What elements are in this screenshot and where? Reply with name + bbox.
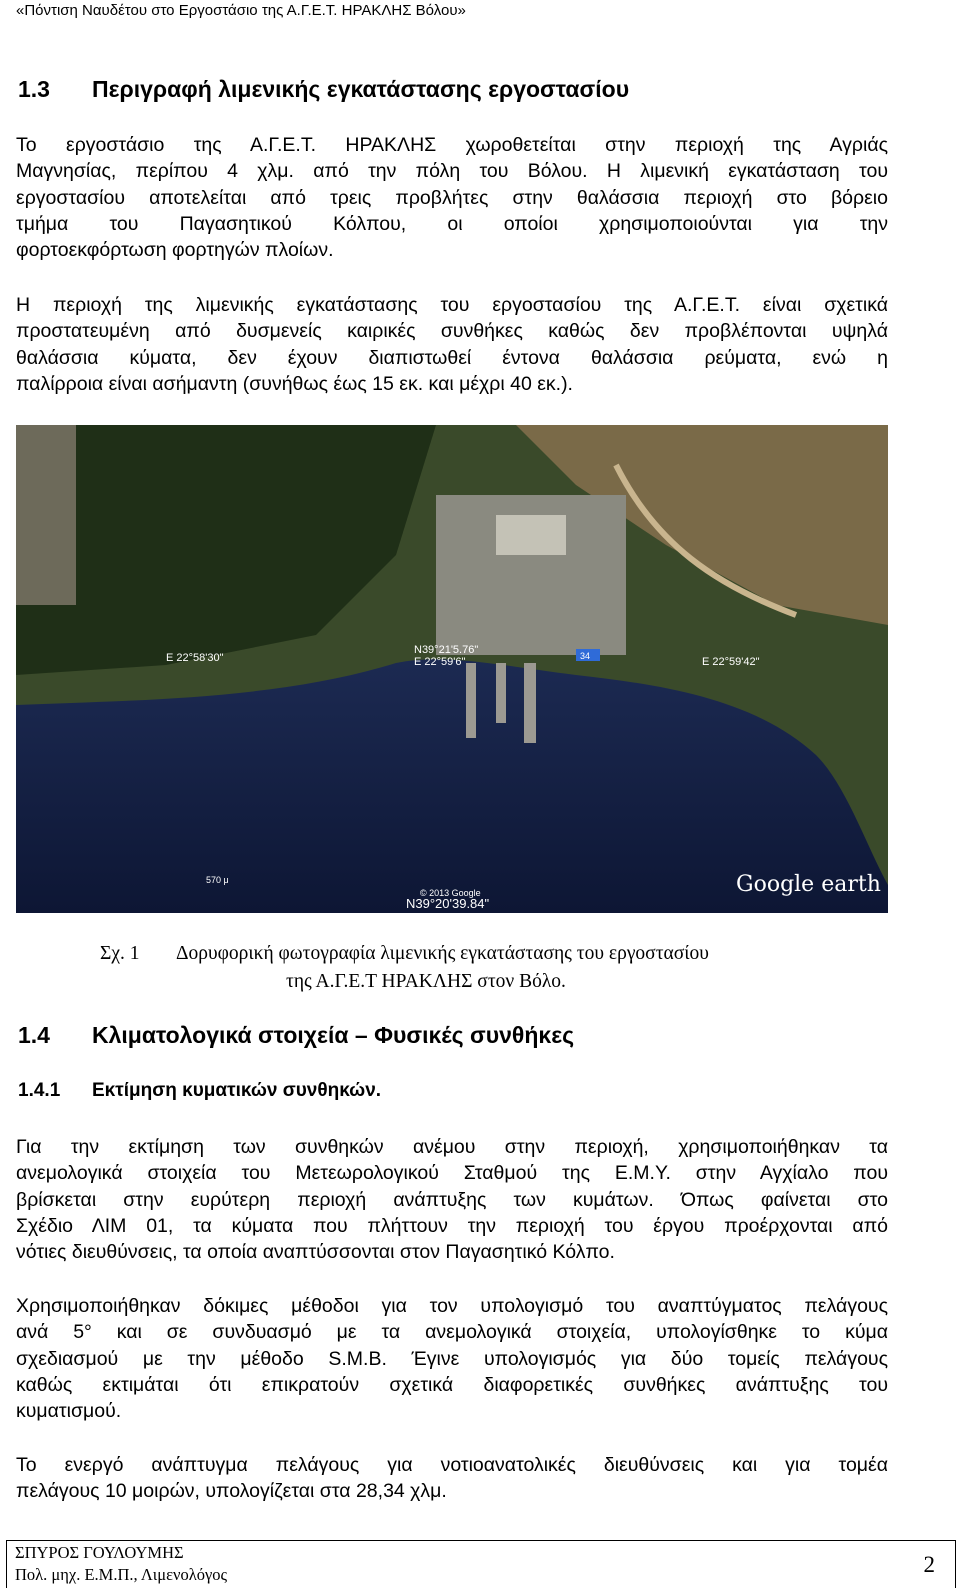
text-line: προστατευμένη από δυσμενείς καιρικές συνθήκες καθώς δεν προβλέπονται υψηλά bbox=[16, 320, 888, 343]
pier-2 bbox=[496, 663, 506, 723]
text-line: Σχέδιο ΛΙΜ 01, τα κύματα που πλήττουν την περιοχή του έργου προέρχονται από bbox=[16, 1214, 888, 1237]
google-earth-logo: Google earth bbox=[736, 872, 881, 897]
coord-label-east: E 22°59'42" bbox=[702, 656, 760, 668]
section-title: Εκτίμηση κυματικών συνθηκών. bbox=[92, 1080, 382, 1101]
page-footer bbox=[6, 1540, 956, 1588]
text-line: ανά 5° και σε συνδυασμό με τα ανεμολογικά στοιχεία, υπολογίσθηκε το κύμα bbox=[16, 1321, 888, 1344]
pier-1 bbox=[466, 663, 476, 738]
paragraph-factory-location bbox=[16, 132, 888, 263]
section-number: 1.3 bbox=[18, 76, 50, 102]
paragraph-fetch bbox=[16, 1452, 888, 1505]
town-area bbox=[16, 425, 76, 605]
text-line: Το εργοστάσιο της Α.Γ.Ε.Τ. ΗΡΑΚΛΗΣ χωροθετείται στην περιοχή της Αγριάς bbox=[16, 134, 888, 156]
text-line: παλίρροια είναι ασήμαντη (συνήθως έως 15 εκ. και μέχρι 40 εκ.). bbox=[16, 372, 573, 395]
text-line: σχεδιασμού με την μέθοδο S.M.B. Έγινε υπολογισμός για δύο τομείς πελάγους bbox=[16, 1347, 888, 1370]
coord-label-center-e: E 22°59'6" bbox=[414, 656, 466, 668]
pier-3 bbox=[524, 663, 536, 743]
text-line: νότιες διευθύνσεις, τα οποία αναπτύσσονται στον Παγασητικό Κόλπο. bbox=[16, 1241, 615, 1264]
text-line: τμήμα του Παγασητικού Κόλπου, οι οποίοι χρησιμοποιούνται για την bbox=[16, 212, 888, 235]
text-line: ανεμολογικά στοιχεία του Μετεωρολογικού Σταθμού της Ε.Μ.Υ. στην Αγχίαλο που bbox=[16, 1162, 888, 1185]
section-heading-1-4-1 bbox=[18, 1080, 381, 1102]
road-number: 34 bbox=[580, 651, 591, 661]
caption-line-1 bbox=[100, 940, 709, 968]
text-line: Η περιοχή της λιμενικής εγκατάστασης του εργοστασίου της Α.Γ.Ε.Τ. είναι σχετικά bbox=[16, 294, 888, 316]
coord-label-west: E 22°58'30" bbox=[166, 652, 224, 664]
section-title: Περιγραφή λιμενικής εγκατάστασης εργοστασίου bbox=[92, 76, 630, 102]
text-line: φορτοεκφόρτωση φορτηγών πλοίων. bbox=[16, 239, 334, 262]
section-number: 1.4 bbox=[18, 1022, 50, 1048]
page-number: 2 bbox=[923, 1552, 935, 1577]
text-line: πελάγους 10 μοιρών, υπολογίζεται στα 28,34 χλμ. bbox=[16, 1480, 447, 1503]
text-line: Για την εκτίμηση των συνθηκών ανέμου στην περιοχή, χρησιμοποιήθηκαν τα bbox=[16, 1136, 888, 1158]
caption-text-2: της Α.Γ.Ε.Τ ΗΡΑΚΛΗΣ στον Βόλο. bbox=[286, 971, 566, 992]
caption-label: Σχ. 1 bbox=[100, 943, 140, 964]
paragraph-port-protection bbox=[16, 292, 888, 397]
text-line: Μαγνησίας, περίπου 4 χλμ. από την πόλη του Βόλου. Η λιμενική εγκατάσταση του bbox=[16, 160, 888, 183]
text-line: καθώς εκτιμάται ότι επικρατούν σχετικά διαφορετικές συνθήκες ανάπτυξης του bbox=[16, 1373, 888, 1396]
section-heading-1-4 bbox=[18, 1022, 574, 1049]
running-header: «Πόντιση Ναυδέτου στο Εργοστάσιο της Α.Γ.Ε.Τ. ΗΡΑΚΛΗΣ Βόλου» bbox=[16, 2, 466, 19]
section-number: 1.4.1 bbox=[18, 1080, 61, 1101]
text-line: εργοστασίου αποτελείται από τρεις προβλήτες στην θαλάσσια περιοχή στο βόρειο bbox=[16, 186, 888, 209]
paragraph-methods bbox=[16, 1293, 888, 1424]
text-line: Χρησιμοποιήθηκαν δόκιμες μέθοδοι για τον υπολογισμό του αναπτύγματος πελάγους bbox=[16, 1295, 888, 1317]
text-line: κυματισμού. bbox=[16, 1400, 122, 1423]
paragraph-wind-data bbox=[16, 1134, 888, 1265]
text-line: θαλάσσια κύματα, δεν έχουν διαπιστωθεί έντονα θαλάσσια ρεύματα, ενώ η bbox=[16, 346, 888, 369]
scale-label: 570 μ bbox=[206, 875, 229, 885]
section-title: Κλιματολογικά στοιχεία – Φυσικές συνθήκες bbox=[92, 1022, 575, 1048]
factory-roof bbox=[496, 515, 566, 555]
text-line: Το ενεργό ανάπτυγμα πελάγους για νοτιοανατολικές διευθύνσεις και για τομέα bbox=[16, 1454, 888, 1476]
author-role: Πολ. μηχ. Ε.Μ.Π., Λιμενολόγος bbox=[15, 1565, 228, 1584]
coord-label-center-n: N39°21'5.76" bbox=[414, 644, 479, 656]
text-line: βρίσκεται στην ευρύτερη περιοχή ανάπτυξης των κυμάτων. Όπως φαίνεται στο bbox=[16, 1188, 888, 1211]
caption-text-1: Δορυφορική φωτογραφία λιμενικής εγκατάστασης του εργοστασίου bbox=[176, 943, 709, 964]
satellite-photo bbox=[16, 425, 888, 913]
coord-label-bottom: N39°20'39.84" bbox=[406, 896, 490, 911]
section-heading-1-3 bbox=[18, 76, 629, 103]
author-name: ΣΠΥΡΟΣ ΓΟΥΛΟΥΜΗΣ bbox=[15, 1543, 184, 1562]
copyright-label: © 2013 Google bbox=[420, 888, 481, 898]
